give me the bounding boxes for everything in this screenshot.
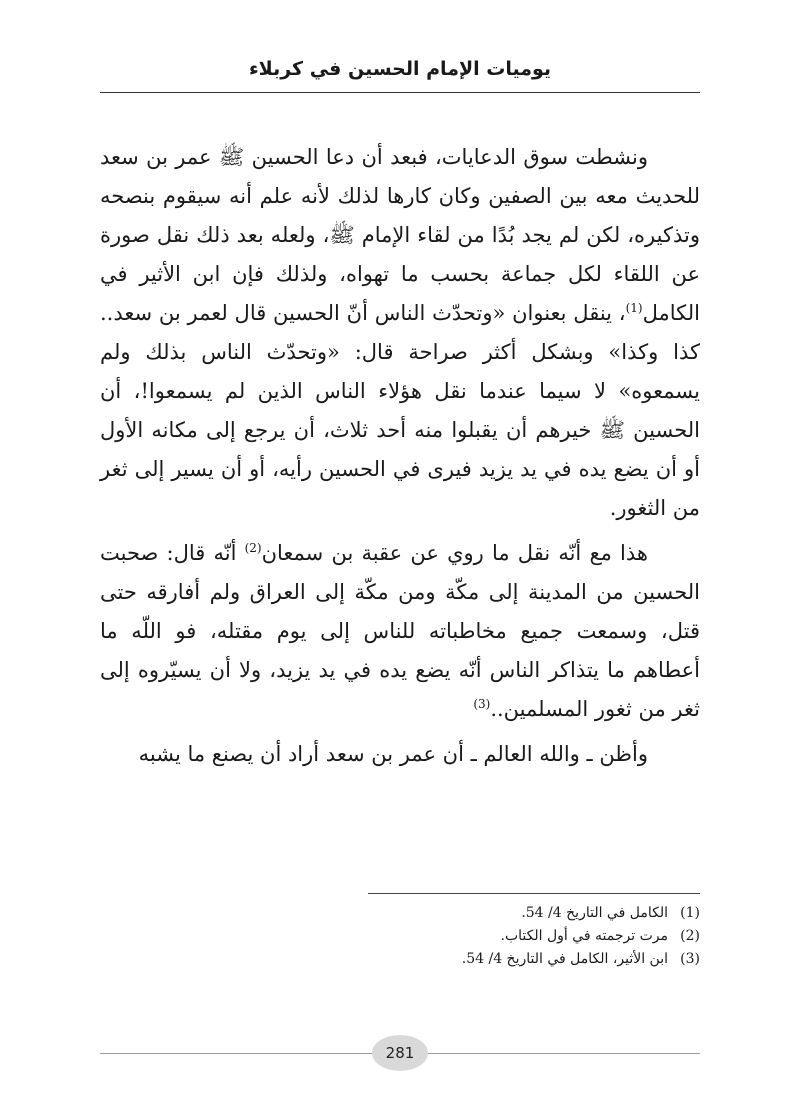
footnote-ref-3[interactable]: (3) <box>473 697 491 711</box>
paragraph-3: وأظن ـ والله العالم ـ أن عمر بن سعد أراد أن يصنع ما يشبه <box>138 742 648 766</box>
footnote-3 <box>100 948 700 971</box>
footnote-ref-1[interactable]: (1) <box>625 301 643 315</box>
footnote-1 <box>100 902 700 925</box>
paragraph-2 <box>100 534 700 729</box>
footnote-3-number: (3) <box>680 951 700 967</box>
footnote-1-number: (1) <box>680 905 700 921</box>
paragraph-2-text-b: أنّه قال: صحبت الحسين من المدينة إلى مكّة ومن مكّة إلى العراق ولم أفارقه حتى قتل، وسمعت جميع مخاطباته للناس إلى يوم مقتله، فو اللّه ما أعطاهم ما يتذاكر الناس أنّه يضع يده في يد يزيد، ولا أن يسيّروه إلى ثغر من ثغور المسلمين.. <box>100 541 700 721</box>
footnote-1-text: الكامل في التاريخ 4/ 54. <box>521 905 668 921</box>
paragraph-1-text-a: ونشطت سوق الدعايات، فبعد أن دعا الحسين ﷺ عمر بن سعد للحديث معه بين الصفين وكان كارها لذلك لأنه علم أنه سيقوم بنصحه وتذكيره، لكن لم يجد بُدًا من لقاء الإمام ﷺ، ولعله بعد ذلك نقل صورة عن اللقاء لكل جماعة بحسب ما تهواه، ولذلك فإن ابن الأثير في الكامل <box>100 145 700 325</box>
footnote-2 <box>100 925 700 948</box>
footnote-3-text: ابن الأثير، الكامل في التاريخ 4/ 54. <box>461 951 668 967</box>
running-header-title: يوميات الإمام الحسين في كربلاء <box>248 58 552 80</box>
footnotes <box>100 902 700 971</box>
paragraph-1 <box>100 138 700 528</box>
paragraph-2-text-a: هذا مع أنّه نقل ما روي عن عقبة بن سمعان <box>261 541 648 565</box>
paragraph-1-text-b: ، ينقل بعنوان «وتحدّث الناس أنّ الحسين قال لعمر بن سعد.. كذا وكذا» وبشكل أكثر صراحة قال: «وتحدّث الناس بذلك ولم يسمعوه» لا سيما عندما نقل هؤلاء الناس الذين لم يسمعوا!، أن الحسين ﷺ خيرهم أن يقبلوا منه أحد ثلاث، أن يرجع إلى مكانه الأول أو أن يضع يده في يد يزيد فيرى في الحسين رأيه، أو أن يسير إلى ثغر من الثغور. <box>100 301 700 520</box>
header-divider <box>100 92 700 93</box>
footer-rule-left <box>100 1053 372 1054</box>
page-number-badge: 281 <box>372 1035 428 1071</box>
footnote-2-number: (2) <box>680 928 700 944</box>
footnote-2-text: مرت ترجمته في أول الكتاب. <box>500 928 668 944</box>
body-text <box>100 138 700 780</box>
footer-rule-right <box>428 1053 700 1054</box>
footnote-ref-2[interactable]: (2) <box>244 541 262 555</box>
footnote-divider <box>368 893 700 894</box>
